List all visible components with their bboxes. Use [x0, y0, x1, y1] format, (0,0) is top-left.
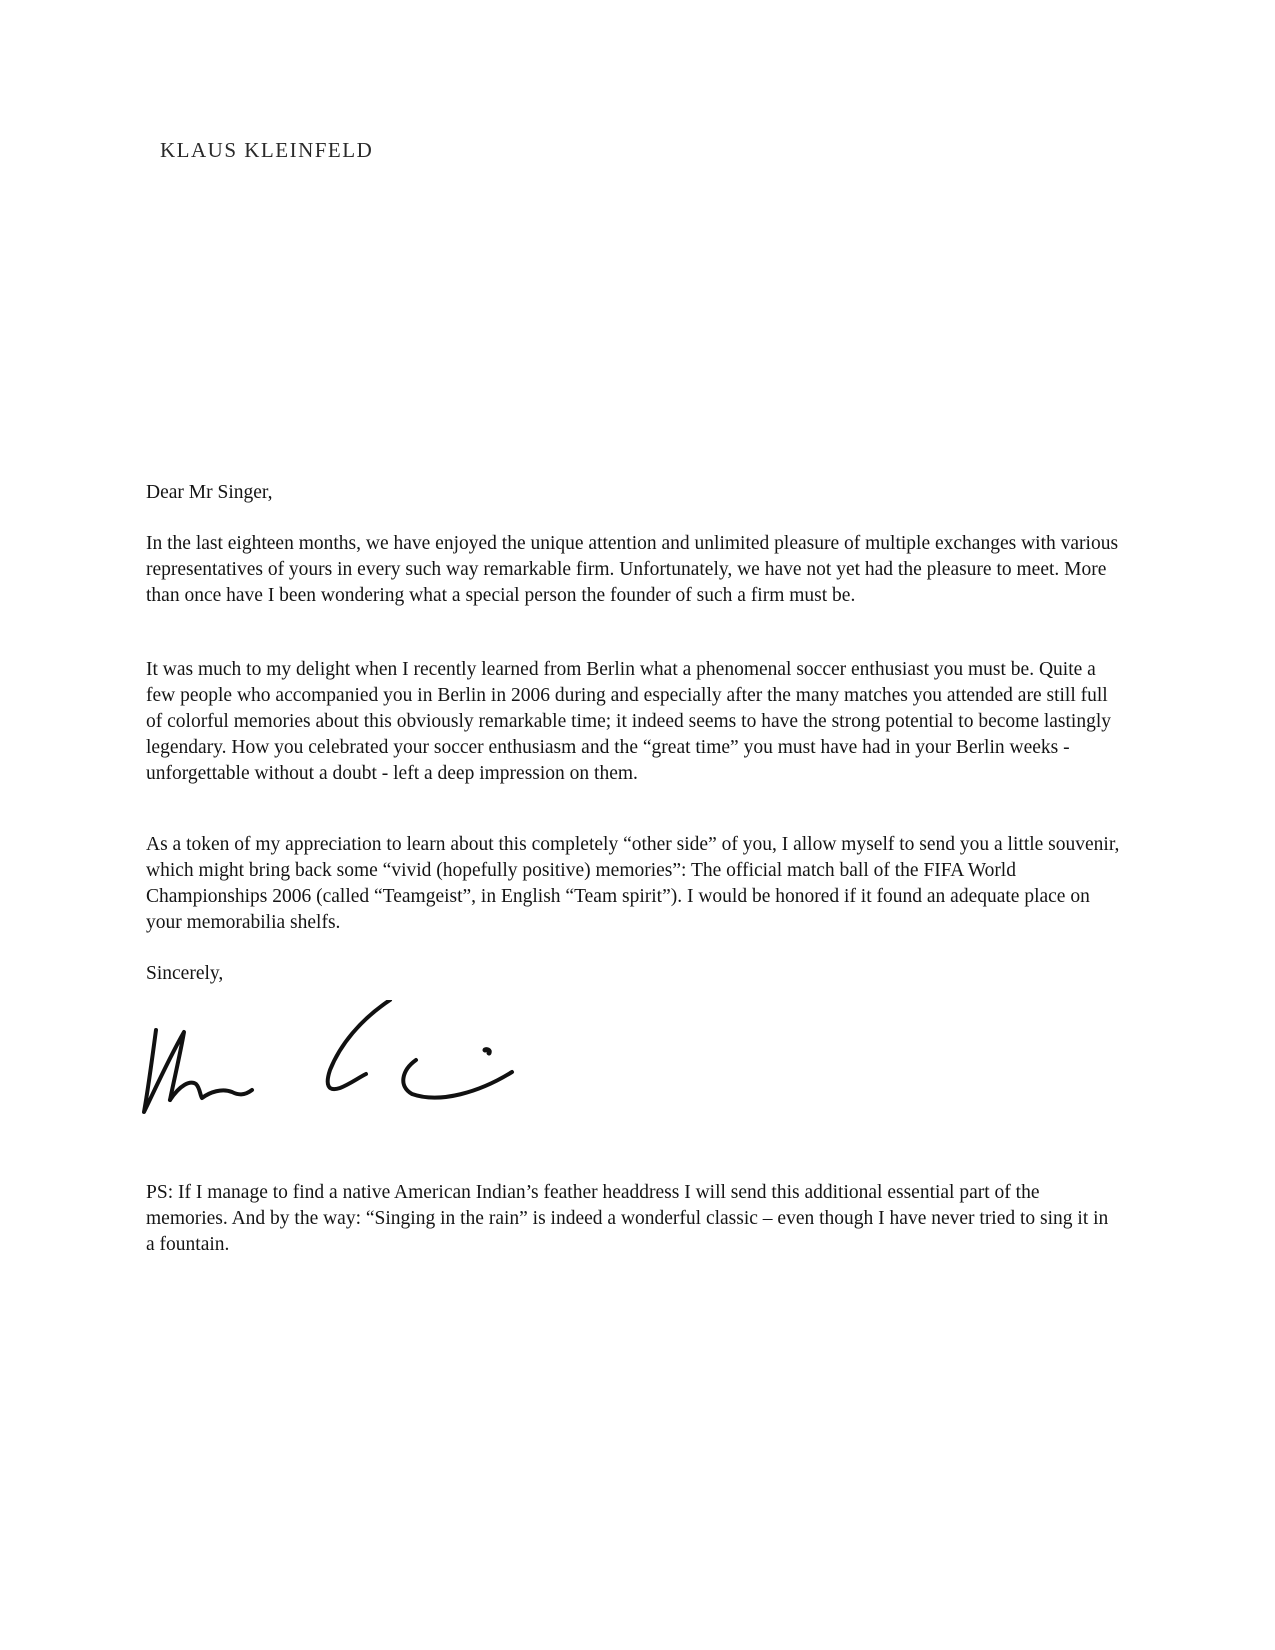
- paragraph-2: [146, 657, 1121, 787]
- signature-stroke-5: [485, 1050, 489, 1053]
- paragraph-3: [146, 832, 1121, 936]
- salutation: [146, 480, 1121, 506]
- salutation-text: Dear Mr Singer,: [146, 482, 273, 503]
- signature-stroke-3: [328, 1000, 390, 1089]
- letterhead-name: KLAUS KLEINFELD: [160, 138, 374, 162]
- paragraph-1: [146, 531, 1121, 609]
- signature-stroke-1: [144, 1030, 184, 1112]
- paragraph-1-text: In the last eighteen months, we have enjoyed the unique attention and unlimited pleasure of multiple exchanges with various representatives of yours in every such way remarkable firm. Unfortunately, we have not yet had the pleasure to meet. More than once have I been wondering what a special person the founder of such a firm must be.: [146, 533, 1119, 606]
- closing-text: Sincerely,: [146, 963, 224, 984]
- signature-stroke-4: [403, 1060, 512, 1098]
- paragraph-2-text: It was much to my delight when I recently learned from Berlin what a phenomenal soccer enthusiast you must be. Quite a few people who accompanied you in Berlin in 2006 during and especially after the many matches you attended are still full of colorful memories about this obviously remarkable time; it indeed seems to have the strong potential to become lastingly legendary. How you celebrated your soccer enthusiasm and the “great time” you must have had in your Berlin weeks - unforgettable without a doubt - left a deep impression on them.: [146, 659, 1112, 784]
- postscript: [146, 1180, 1121, 1258]
- postscript-text: PS: If I manage to find a native American Indian’s feather headdress I will send this additional essential part of the memories. And by the way: “Singing in the rain” is indeed a wonderful classic – even though I have never tried to sing it in a fountain.: [146, 1182, 1109, 1255]
- closing: [146, 961, 1121, 987]
- paragraph-3-text: As a token of my appreciation to learn about this completely “other side” of you, I allow myself to send you a little souvenir, which might bring back some “vivid (hopefully positive) memories”: The official match ball of the FIFA World Championships 2006 (called “Teamgeist”, in English “Team spirit”). I would be honored if it found an adequate place on your memorabilia shelfs.: [146, 834, 1120, 933]
- handwritten-signature: [140, 1000, 560, 1130]
- signature-stroke-2: [170, 1083, 252, 1100]
